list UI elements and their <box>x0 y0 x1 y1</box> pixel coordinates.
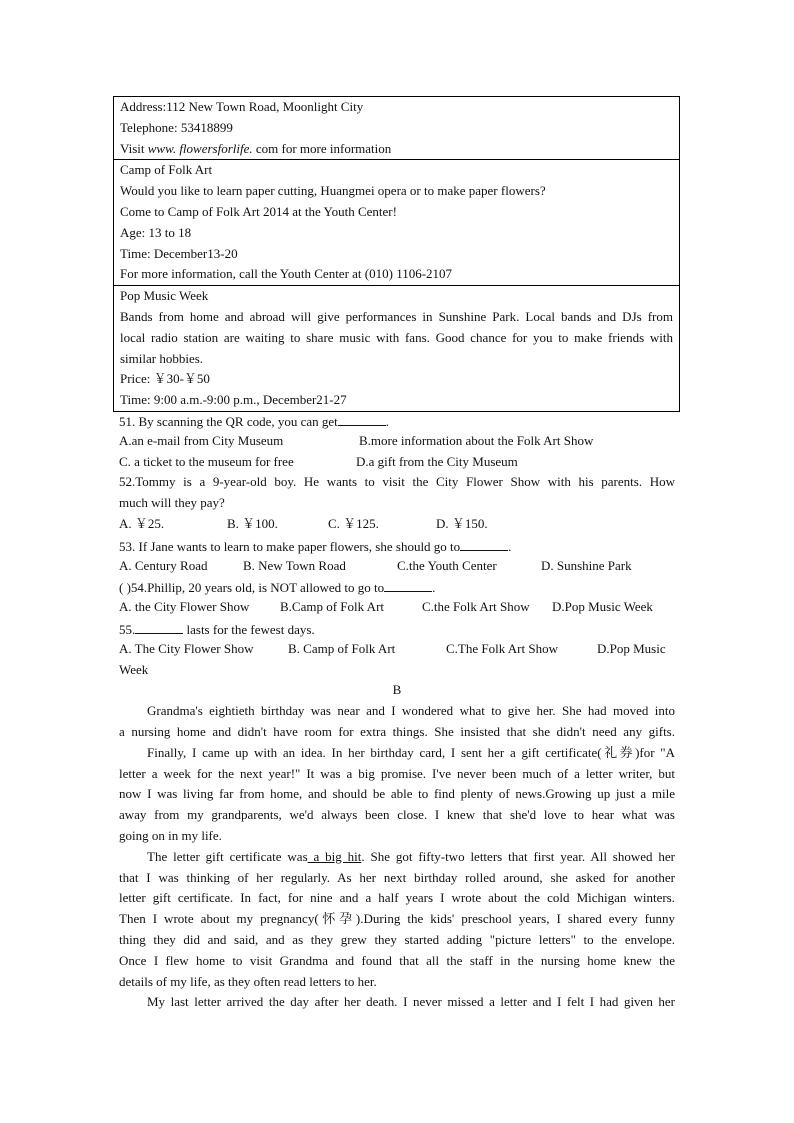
passage-p1-line2: a nursing home and didn't have room for extra things. She insisted that she didn't need any gifts. <box>119 723 675 739</box>
q54-option-c[interactable]: C.the Folk Art Show <box>422 599 530 615</box>
passage-p3-line7: details of my life, as they often read letters to her. <box>119 973 377 989</box>
q55-stem-text: lasts for the fewest days. <box>183 621 315 637</box>
passage-p2-line4: away from my grandparents, we'd always been close. I knew that she'd love to hear what was <box>119 807 675 823</box>
q53-option-d[interactable]: D. Sunshine Park <box>541 557 632 573</box>
q55-option-c[interactable]: C.The Folk Art Show <box>446 640 558 656</box>
q51-end: . <box>385 414 390 429</box>
folk-art-time: Time: December13-20 <box>120 245 238 261</box>
passage-p3-line2: that I was thinking of her regularly. As her next birthday rolled around, she asked for another <box>119 869 675 885</box>
answer-blank[interactable] <box>338 410 386 426</box>
passage-p3-line3: letter gift certificate. In fact, for nine and a half years I wrote about the cold Michigan winters. <box>119 890 675 906</box>
q53-end: . <box>508 538 512 554</box>
passage-p3-line4: Then I wrote about my pregnancy(怀孕).During the kids' preschool years, I shared every funny <box>119 911 675 927</box>
q52-option-c[interactable]: C. ￥125. <box>328 515 379 531</box>
folk-art-info: For more information, call the Youth Center at (010) 1106-2107 <box>120 266 453 282</box>
q52-option-d[interactable]: D. ￥150. <box>436 515 488 531</box>
q55-option-b[interactable]: B. Camp of Folk Art <box>288 640 396 656</box>
answer-blank[interactable] <box>135 618 183 634</box>
q51-stem <box>119 410 675 431</box>
pop-music-line2: local radio station are waiting to share music with fans. Good chance for you to make friends with <box>120 329 673 345</box>
passage-p3-line1 <box>119 847 675 868</box>
q54-option-b[interactable]: B.Camp of Folk Art <box>280 599 385 615</box>
passage-p3-line6: Once I flew home to visit Grandma and found that all the staff in the nursing home knew the <box>119 952 675 968</box>
q55-option-d-cont: Week <box>119 661 149 677</box>
pop-music-time: Time: 9:00 a.m.-9:00 p.m., December21-27 <box>120 392 347 408</box>
website-line <box>120 139 673 160</box>
q51-option-c[interactable]: C. a ticket to the museum for free <box>119 453 294 469</box>
pop-music-line1: Bands from home and abroad will give performances in Sunshine Park. Local bands and DJs from <box>120 308 673 324</box>
passage-p1-line1: Grandma's eightieth birthday was near and I wondered what to give her. She had moved into <box>147 703 675 719</box>
q55-option-d[interactable]: D.Pop Music <box>597 640 666 656</box>
folk-art-title: Camp of Folk Art <box>120 162 213 178</box>
folk-art-section <box>114 159 679 285</box>
p3-post: . She got fifty-two letters that first year. All showed her <box>361 848 675 864</box>
event-ads-table <box>113 96 680 412</box>
q54-options <box>119 597 675 618</box>
questions-and-passage <box>119 410 675 1013</box>
q53-options <box>119 556 675 577</box>
passage-p2-line3: now I was living far from home, and should be able to find plenty of news.Growing up just a mile <box>119 786 675 802</box>
passage-p4-line1: My last letter arrived the day after her death. I never missed a letter and I felt I had given her <box>147 994 675 1010</box>
q52-stem-line2: much will they pay? <box>119 495 225 511</box>
passage-p2-line2: letter a week for the next year!" It was a big promise. I've never been much of a letter writer, but <box>119 765 675 781</box>
flower-show-section <box>114 97 679 159</box>
address-line: Address:112 New Town Road, Moonlight City <box>120 99 364 114</box>
q52-stem-line1: 52.Tommy is a 9-year-old boy. He wants to visit the City Flower Show with his parents. How <box>119 474 675 490</box>
underlined-phrase: a big hit <box>307 848 362 864</box>
q53-option-b[interactable]: B. New Town Road <box>243 557 346 573</box>
passage-p2-line5: going on in my life. <box>119 827 222 843</box>
q55-prefix: 55. <box>119 621 136 637</box>
p3-pre: The letter gift certificate was <box>147 848 308 864</box>
passage-heading: B <box>392 682 402 698</box>
q54-stem <box>119 576 675 597</box>
visit-prefix: Visit <box>120 140 148 156</box>
folk-art-line2: Come to Camp of Folk Art 2014 at the Youth Center! <box>120 203 397 219</box>
passage-p2-line1: Finally, I came up with an idea. In her birthday card, I sent her a gift certificate(礼券)for "A <box>147 744 675 760</box>
q54-option-a[interactable]: A. the City Flower Show <box>119 599 250 615</box>
pop-music-price: Price: ￥30-￥50 <box>120 371 210 387</box>
q55-stem <box>119 618 675 639</box>
q53-stem-text: 53. If Jane wants to learn to make paper flowers, she should go to <box>119 538 461 554</box>
q54-end: . <box>432 580 436 596</box>
q51-stem-text: 51. By scanning the QR code, you can get <box>119 414 338 429</box>
q53-option-a[interactable]: A. Century Road <box>119 557 208 573</box>
pop-music-title: Pop Music Week <box>120 288 209 304</box>
pop-music-section <box>114 285 679 411</box>
passage-p3-line5: thing they did and said, and as they grew they started adding "picture letters" to the envelope. <box>119 931 675 947</box>
q54-stem-text: ( )54.Phillip, 20 years old, is NOT allowed to go to <box>119 580 385 596</box>
answer-blank[interactable] <box>460 535 508 551</box>
answer-blank[interactable] <box>384 576 432 592</box>
visit-suffix: com for more information <box>252 140 392 156</box>
folk-art-line1: Would you like to learn paper cutting, Huangmei opera or to make paper flowers? <box>120 183 546 199</box>
q51-option-d[interactable]: D.a gift from the City Museum <box>356 453 518 469</box>
q51-option-a[interactable]: A.an e-mail from City Museum <box>119 432 284 448</box>
q53-stem <box>119 535 675 556</box>
q51-options-row2 <box>119 452 675 473</box>
q52-option-a[interactable]: A. ￥25. <box>119 515 165 531</box>
folk-art-age: Age: 13 to 18 <box>120 224 192 240</box>
q52-options <box>119 514 675 535</box>
q55-option-a[interactable]: A. The City Flower Show <box>119 640 254 656</box>
q52-option-b[interactable]: B. ￥100. <box>227 515 278 531</box>
q55-options <box>119 639 675 660</box>
website-url: www. flowersforlife. <box>147 140 253 156</box>
q51-option-b[interactable]: B.more information about the Folk Art Show <box>359 432 594 448</box>
q51-options-row1 <box>119 431 675 452</box>
q54-option-d[interactable]: D.Pop Music Week <box>552 599 653 615</box>
q53-option-c[interactable]: C.the Youth Center <box>397 557 497 573</box>
telephone-line: Telephone: 53418899 <box>120 119 233 135</box>
pop-music-line3: similar hobbies. <box>120 350 204 366</box>
